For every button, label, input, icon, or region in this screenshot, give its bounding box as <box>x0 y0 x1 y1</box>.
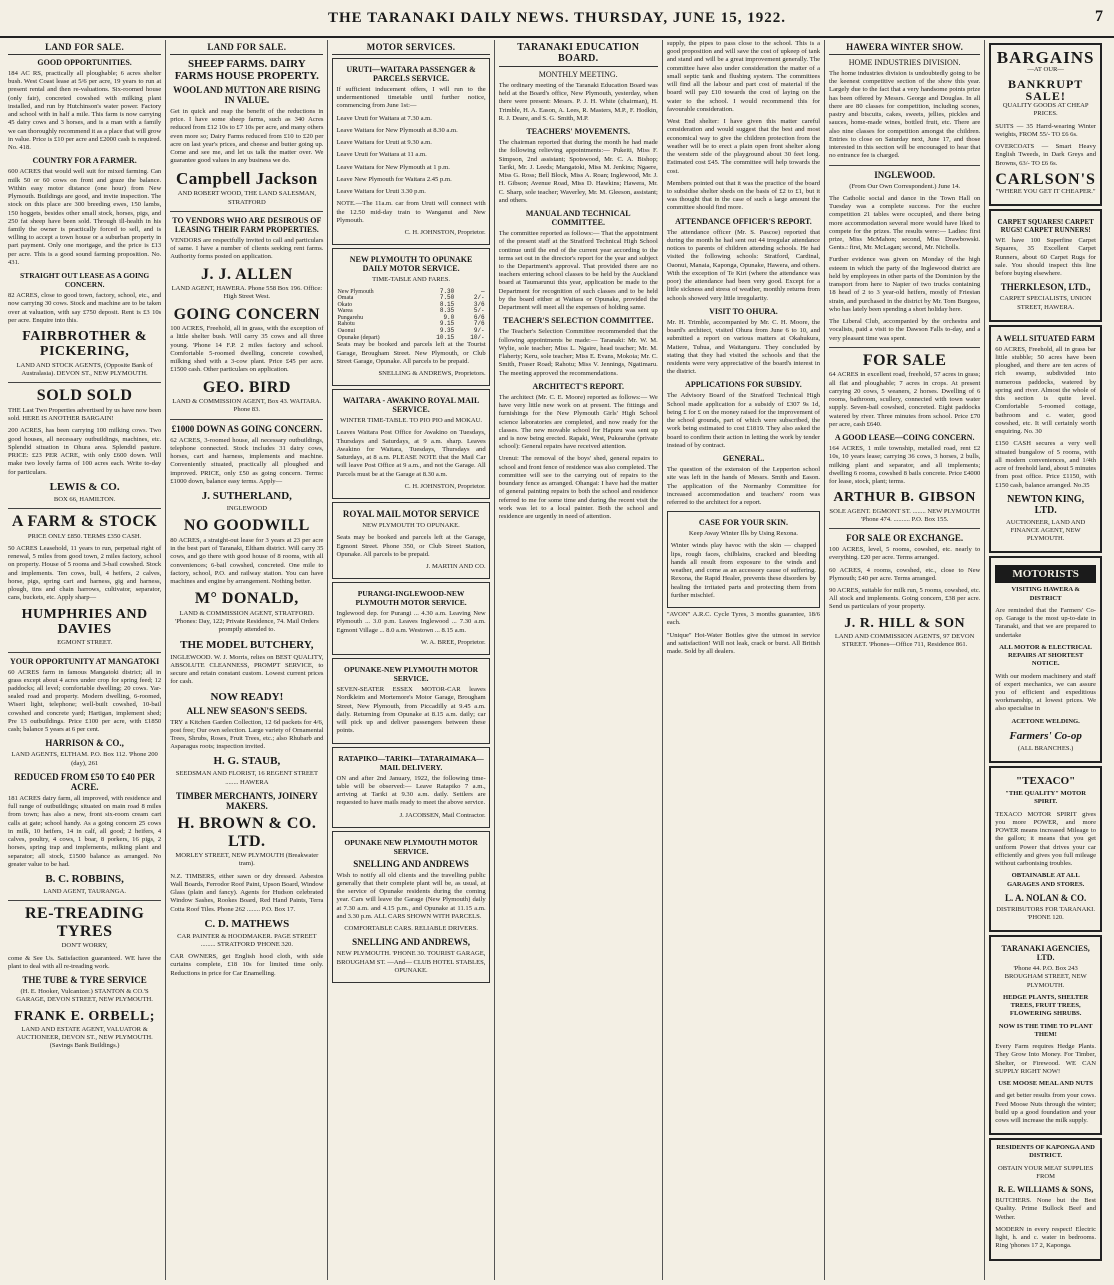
ad-subheading: GOOD OPPORTUNITIES. <box>37 58 132 67</box>
table-row <box>336 302 485 309</box>
agent-name: HUMPHRIES AND DAVIES <box>21 606 148 637</box>
service-notice <box>332 658 489 743</box>
ad-headline: TIMBER MERCHANTS, JOINERY MAKERS. <box>175 790 318 811</box>
service-title: URUTI—WAITARA PASSENGER & PARCELS SERVICE. <box>346 65 476 83</box>
stop-time: 10.15 <box>436 333 455 341</box>
article-paragraph: Mr. H. Trimble, accompanied by Mr. C. H. Moore, the board's architect, visited Ohura from June 6 to 10, and submitted a report on various matters at Okahukura, Matiere, Tuhua, and Waitanguru. They concluded by stating that they had visited the schools and that the residents were very appreciative of the board's interest in the district. <box>666 318 821 376</box>
article-paragraph: Members pointed out that it was the practice of the board to subsidise shelter sheds on the basis of £2 to £1, but it was thought that in the case of such a large amount the committee should find more. <box>666 179 821 212</box>
agent-name: ARTHUR B. GIBSON <box>833 490 976 506</box>
timetable-line: Leave Waitara for New Plymouth at 1 p.m. <box>336 163 450 171</box>
article-paragraph: The Catholic social and dance in the Town Hall on Tuesday was a complete success. For the euchre competition 21 tables were occupied, and there being more accommodation several more would have liked to compete for the prizes. The results were:— Ladies: first prize, Miss McMahon; second, Miss Drawbowski. Gents.: first, Mr. McLagan; second, Mr. Nicholls. <box>829 194 981 252</box>
ad-body: 50 ACRES Leasehold, 11 years to run, perpetual right of renewal, 5 miles from good town, 2 miles factory, school on property. House of 5 rooms and 3-bail cowshed. Stock and implements. Ten cows, bull, 4 heifers, 2 calves, horse, pigs, spring cart and harness, gig and harness, plough, tins and chain harrows, cultivator, separator, cans, buckets, etc. Apply sharp— <box>8 544 162 602</box>
ad-headline: SHEEP FARMS. DAIRY FARMS HOUSE PROPERTY. <box>174 58 319 82</box>
service-title: RATAPIKO—TARIKI—TATARAIMAKA—MAIL DELIVERY. <box>338 753 484 772</box>
ad-body: With our modern machinery and staff of expert mechanics, we can assure you of efficient and expeditious workmanship, at lowest prices. We also specialise in <box>995 672 1096 713</box>
agent-address: INGLEWOOD <box>226 505 267 513</box>
ad-body: TEXACO MOTOR SPIRIT gives you more POWER, and more POWER means increased Mileage to the gallon; it means that you get uniform Power that drives your car efficiently and gives you full mileage without carbonising troubles. <box>995 810 1096 868</box>
service-title: PURANGI-INGLEWOOD-NEW PLYMOUTH MOTOR SERVICE. <box>355 589 467 608</box>
agent-name: FRANK E. ORBELL; <box>14 1008 155 1024</box>
article-paragraph: West End shelter: I have given this matter careful consideration and would suggest that the best and most economical way to give the children protection from the weather will be to erect a plain open front shelter along the western side of the playground about 30 feet long. Estimated cost £45. The committee will help towards the cost. <box>666 118 821 175</box>
agent-address: LAND & COMMISSION AGENT, STRATFORD. 'Phones: Day, 122; Private Residence, 74. Mail Orders promptly attended to. <box>175 609 319 634</box>
agent-address: LAND AGENT, TAURANGA. <box>43 887 126 895</box>
article-paragraph: The architect (Mr. C. E. Moore) reported as follows:— We have very little new work on at present. The fittings and furnishings for the New Plymouth Girls' High School science laboratories are completed, and now ready for the classes. The new movable school for Hapuru was sent up and is now being erected. Rapaki, West, Pukearuhe (private school): General repairs have received attention. <box>498 393 658 451</box>
ad-body: INGLEWOOD. W. J. Morris, relies on BEST QUALITY, ABSOLUTE CLEANNESS, PROMPT SERVICE, to secure and retain constant custom. Lowest current prices for cash. <box>170 653 324 686</box>
timetable-line: Leave Uruti for Waitara at 11 a.m. <box>336 151 427 159</box>
store-name: L. A. NOLAN & CO. <box>1005 892 1087 903</box>
ad-headline: £1000 DOWN AS GOING CONCERN. <box>171 423 322 434</box>
ad-subheading: —AT OUR— <box>1027 66 1064 73</box>
williams-advert <box>989 1138 1102 1260</box>
ad-body: and get better results from your cows. Feed Moose Nuts through the winter; build up a good foundation and your cows will increase the milk supply. <box>995 1092 1096 1124</box>
ad-body: 90 ACRES, suitable for milk run, 5 rooms, cowshed, etc. All stock and implements. Going concern, £38 per acre. Send us particulars of your property. <box>829 587 981 611</box>
stop-fare: 7/6 <box>473 320 485 328</box>
ad-headline: BANKRUPT SALE! <box>1007 77 1084 104</box>
ad-body: TRY a Kitchen Garden Collection, 12 6d packets for 4/6, post free; Our own selection. Large variety of Ornamental Trees, Shrubs, Roses, Fruit Trees, etc.; also Rhubarb and Asparagus roots; inspection invited. <box>170 718 324 751</box>
ad-subheading: DON'T WORRY, <box>61 942 108 950</box>
table-row <box>336 335 485 342</box>
article-paragraph: The chairman reported that during the month he had made the following relieving appointments:— Pukeiti, Miss F. Simpson, 2nd assistant; Spotswood, Mr. C. A. Bishop; Tariki, Mr. J. Leeds; Mangatoki, Miss M. Jenkins; Ngaere, Miss G. Ross; Bell Block, Miss A. Roan; Inglewood, Mr. J. H. Gibson; Avenue Road, Miss D. Hawkins; Hawera, Mr. C. Sharp, sole teacher; Waverley, Mr. M. Gleeson, assistant; and others. <box>498 139 658 204</box>
agent-address: LAND AND STOCK AGENTS, (Opposite Bank of Australasia). DEVON ST., NEW PLYMOUTH. <box>16 361 153 378</box>
divider <box>8 382 161 383</box>
article-paragraph: Urenui: The removal of the boys' shed, general repairs to school and front fence of residence was also completed. The committee will see to the carrying out of repairs to the boundary fence as arranged. Ohangai: I have had the matter of general painting repairs to both the school and residence referred to me for some time and during the recent visit the work was let to a local painter. Both the school and residence are urgently in need of attention. <box>498 455 658 521</box>
store-address: 'Phone 44. P.O. Box 243 BROUGHAM STREET, NEW PLYMOUTH. <box>1004 965 1087 989</box>
agent-address: LAND AND COMMISSION AGENTS, 97 DEVON STREET. 'Phones—Office 711, Residence 861. <box>834 633 975 649</box>
stop-fare: 9/- <box>473 327 485 335</box>
store-name: TARANAKI AGENCIES, LTD. <box>1001 944 1090 963</box>
ad-body: MODERN in every respect! Electric light, h. and c. water in bedrooms. Ring 'phones 17 2, Kaponga. <box>995 1225 1096 1250</box>
agent-name: FAIRBROTHER & PICKERING, <box>22 329 148 360</box>
stop-time: 9.0 <box>443 313 455 321</box>
ad-subheading: ALL MOTOR & ELECTRICAL REPAIRS AT SHORTEST NOTICE. <box>999 643 1093 668</box>
agent-address: AUCTIONEER, LAND AND FINANCE AGENT, NEW PLYMOUTH. <box>1005 518 1086 543</box>
ad-headline: RESIDENTS OF KAPONGA AND DISTRICT. <box>996 1144 1095 1160</box>
ad-body: Get in quick and reap the benefit of the reductions in price. I have some sheep farms, such as 340 Acres reduced from £12 10s to £7 10s per acre, and many others even more so; Dairy Farms reduced from £10 to £20 per acre on last year's prices, and cheese and butter going up. Come and see me, and let us talk the matter over. We guarantee good values in any business we do. <box>170 108 324 165</box>
hot-water-bottle-advert: "Unique" Hot-Water Bottles give the utmost in service and satisfaction! Will not leak, crack or burst. All British made. Sold by all dealers. <box>666 631 821 656</box>
service-note: COMFORTABLE CARS. RELIABLE DRIVERS. <box>344 925 478 933</box>
ad-headline: NO GOODWILL <box>183 517 310 535</box>
ad-subheading: COUNTRY FOR A FARMER. <box>32 156 137 166</box>
timetable-line: Leave New Plymouth for Waitara 2.45 p.m. <box>336 175 452 183</box>
article-paragraph: The home industries division is undoubtedly going to be the keenest competitive section of the show this year. Largely due to the fact that a very handsome points prize has been offered by Messrs. George and Douglas. In all there are 80 classes for competition, including scones, pastry and biscuits, cakes, sweets, jellies, pickles and sauces, home-made wines, bottled fruit, etc. There are also nine classes for competition amongst the children. Entries to close on Saturday next, June 17, and those interested in this section will be encouraged to hear that no entrance fee is charged. <box>829 70 981 160</box>
divider <box>829 528 980 529</box>
service-signature: J. MARTIN AND CO. <box>426 563 486 571</box>
service-signature: W. A. BREE, Proprietor. <box>420 638 486 646</box>
agent-address: LAND AGENTS, ELTHAM. P.O. Box 112. 'Phone 200 (day), 261 <box>11 751 158 767</box>
stop-time: 9.35 <box>439 327 455 335</box>
stop-name: Opunake (depart) <box>337 334 380 341</box>
column-heading: MOTOR SERVICES. <box>332 40 489 55</box>
column-1 <box>8 40 166 1280</box>
service-notice <box>332 582 489 655</box>
agent-address: CAR PAINTER & HOODMAKER. PAGE STREET ......... STRATFORD 'PHONE 320. <box>177 932 317 948</box>
divider <box>170 419 323 420</box>
ad-headline: "TEXACO" <box>1016 775 1076 788</box>
ad-body: 100 ACRES, Freehold, all in grass, with the exception of a little shelter bush. Will carry 35 cows and all three young. 'Phone 14 F.P. 2 miles factory and school. Comfortable 5-roomed dwelling, concrete cowshed, milking shed with a 3-cow plant. Price £45 per acre. £1500 cash. Other particulars on application. <box>170 325 324 374</box>
store-address: CARPET SPECIALISTS, UNION STREET, HAWERA. <box>999 295 1092 311</box>
store-name: Farmers' Co-op <box>1009 729 1082 742</box>
article-section-heading: ARCHITECT'S REPORT. <box>532 381 625 391</box>
agent-name: M° DONALD, <box>194 590 299 608</box>
column-7 <box>989 40 1106 1280</box>
ad-headline: BARGAINS <box>996 48 1095 67</box>
article-section-heading: TEACHER'S SELECTION COMMITTEE. <box>502 316 654 326</box>
agent-name: HARRISON & CO., <box>45 738 124 749</box>
divider <box>8 900 161 901</box>
service-body: Wish to notify all old clients and the travelling public generally that their complete plant will be, as usual, at the service of Opunake residents during the coming year. Cars will leave the Garage (New Plymouth) daily at 7.30 a.m. and 4.15 p.m., and Opunake at 11.15 a.m. and 3.30 p.m. ALL CARS SHOWN WITH PARCELS. <box>336 871 486 920</box>
ad-subheading: ALL NEW SEASON'S SEEDS. <box>186 705 308 716</box>
store-slogan: "WHERE YOU GET IT CHEAPER." <box>995 187 1096 195</box>
agent-address: AND ROBERT WOOD, THE LAND SALESMAN, STRATFORD <box>177 190 316 206</box>
article-section-heading: APPLICATIONS FOR SUBSIDY. <box>685 380 802 390</box>
column-6 <box>829 40 985 1280</box>
stop-time: 7.30 <box>439 287 455 295</box>
service-notice <box>332 58 489 245</box>
agent-address: LAND & COMMISSION AGENT, Box 43. WAITARA. Phone 83. <box>172 398 322 414</box>
column-3 <box>332 40 494 1280</box>
ad-body: OVERCOATS — Smart Heavy English Tweeds, in Dark Greys and Browns, 63/- TO £6 6s. <box>995 143 1096 167</box>
service-body: Leaves Waitara Post Office for Awakino on Tuesdays, Thursdays and Saturdays, at 9 a.m. sharp. Leaves Awakino for Waitara, Tuesdays, Thursdays and Saturdays, at 8 a.m. PLEASE NOTE that the Mail Car will leave Post Office at 9 a.m., and not the Garage. All Parcels must be at the Garage at 8.30 a.m. <box>336 429 486 478</box>
stop-time: 9.15 <box>439 320 455 328</box>
ad-body: 100 ACRES, level, 5 rooms, cowshed, etc. nearly to everything. £20 per acre. Terms arranged. <box>829 546 981 562</box>
agent-address: MORLEY STREET, NEW PLYMOUTH (Breakwater tram). <box>175 852 319 868</box>
article-paragraph: The attendance officer (Mr. S. Pascoe) reported that during the month he had sent out 44 irregular attendance notices to parents of children attending schools. He had visited the following schools: Stratford, Cardinal, Oaonui, Manaia, Kaponga, Opunake, Hawera, and others. With the exception of Te Kiri (where the attendance was poor) the attendance had been very good. Except for a little sickness and stress of weather, monthly returns from schools showed very little irregularity. <box>666 228 821 302</box>
article-subhead: HOME INDUSTRIES DIVISION. <box>848 58 961 67</box>
divider <box>829 347 980 348</box>
firm-name: SNELLING AND ANDREWS <box>353 858 469 869</box>
service-intro: If sufficient inducement offers, I will run to the undermentioned timetable until further notice, commencing from June 1st:— <box>336 86 486 110</box>
article-section-heading: VISIT TO OHURA. <box>709 306 778 316</box>
table-row <box>336 308 485 315</box>
ad-body: 60 ACRES farm in famous Mangatoki district; all in grass except about 4 acres under crop for spring feed; 12 paddocks; all level; comfortable dwelling; 20 cows. Yar-sealed road and property. Modern dwelling, 6-roomed, Wiseri light, telephone; well-built cowshed, 10-bail cowshed and concrete yard; Hartigan, implement shed; Pre 13 outbuildings. Price £100 per acre, with £1850 cash; balance 5 years at 6 per cent. <box>8 668 162 734</box>
ad-body: 80 ACRES, a straight-out lease for 3 years at 23 per acre in the best part of Taranaki, Eltham district. Will carry 35 cows, and go there with good house of 8 rooms, with all conveniences; 6-bail cowshed, concreted. One mile to factory, school, P.O. and railway station. You can have machines and engine by arrangement. Nothing better. <box>170 536 324 586</box>
agent-address: SEEDSMAN AND FLORIST, 16 REGENT STREET ........ HAWERA <box>175 770 318 786</box>
ad-body: N.Z. TIMBERS, either sawn or dry dressed. Asbestos Wall Boards, Ferrodor Roof Paint, Upson Board, Window Glass (plain and fancy). Agents for Hudson celebrated Window Sashes, Rookes Board, Red Hand Paints, Terra Cotta Roof Tiles. Phone 262 ........ P.O. Box 17. <box>170 872 324 913</box>
service-signature: C. H. JOHNSTON, Proprietor. <box>404 229 486 237</box>
stop-name: Oaonui <box>337 328 356 335</box>
article-paragraph: supply, the pipes to pass close to the school. This is a good proposition and will save the cost of upkeep of tank and stand and will be a great improvement generally. The committee have also under consideration the matter of a small septic tank and flushing system. The committees will find all the labour and part cost of material if the board will pay £10 towards the cost of laying on the water to the school. I would recommend this for favourable consideration. <box>666 40 821 113</box>
stop-fare: 10/- <box>470 333 485 341</box>
ad-body: 181 ACRES dairy farm, all improved, with residence and full range of outbuildings; situated on main road 8 miles from town; has also a new, front six-room cream cart calls at gate; school handy. As a going concern 25 cows in milk, 10 heifers, 14 in calf, all good; 2 heifers, 4 calves, poultry, 4 cows, 1 boar, 8 porkers, 16 pigs, 2 horses, spring trap and implements, milking plant and separator; all stock, £1500 balance as arranged. No greater value to be had. <box>8 794 162 868</box>
newspaper-masthead <box>0 0 1114 38</box>
ad-headline: RE-TREADING TYRES <box>24 905 145 940</box>
agent-address: (H. E. Hooker, Vulcanizer.) STANTON & CO.'S GARAGE, DEVON STREET, NEW PLYMOUTH. <box>16 988 153 1004</box>
service-title: ROYAL MAIL MOTOR SERVICE <box>342 509 480 520</box>
stop-time: 8.35 <box>439 307 455 315</box>
article-paragraph: The Liberal Club, accompanied by the orchestra and vocalists, paid a visit to the Dawson Falls to-day, and a very pleasant time was spent. <box>829 318 981 342</box>
article-section-heading: GENERAL. <box>722 454 765 464</box>
ad-subheading: WOOL AND MUTTON ARE RISING IN VALUE. <box>173 85 321 105</box>
ad-body: 184 AC RS, practically all ploughable; 6 acres shelter bush. West Coast lease at 5/6 per acre, 19 years to run at present rental and then re-valuations. Six-roomed house (only fair), concreted cowshed with milking plant installed, and run by Hutchinson's water power. Factory and school with in half a mile. This farm is now carrying 45 dairy cows and 3 horses, and is a man with a family we can thoroughly recommend it as a place that will grow in value. Price is £10 per acre and £2000 cash is required. No. 418. <box>8 70 162 152</box>
service-notice <box>332 747 489 828</box>
agent-name: H. BROWN & CO. LTD. <box>177 814 317 850</box>
rexona-advert <box>667 511 820 608</box>
ad-body: 60 ACRES, 4 rooms, cowshed, etc., close to New Plymouth; £40 per acre. Terms arranged. <box>829 566 981 582</box>
article-dateline: (From Our Own Correspondent.) June 14. <box>849 182 961 190</box>
article-headline: TARANAKI EDUCATION BOARD. <box>499 40 658 67</box>
table-row <box>336 328 485 335</box>
ad-subheading: OBTAIN YOUR MEAT SUPPLIES FROM <box>998 1164 1094 1180</box>
ad-body: 64 ACRES in excellent road, freehold, 57 acres in grass; all flat and ploughable; 7 acres in crops. At present carrying 20 cows, 5 weaners, 2 horses. Dwelling of 6 rooms, bathroom, scullery, connected with town water supply. Seven-bail cowshed, concreted. Eight paddocks watered by river. Three minutes from school. Price £70 per acre, cash £640. <box>829 371 981 428</box>
service-signature: SNELLING & ANDREWS, Proprietors. <box>378 369 486 377</box>
agent-name: J. SUTHERLAND, <box>201 490 292 503</box>
article-section-heading: MANUAL AND TECHNICAL COMMITTEE. <box>525 209 631 228</box>
stop-time: 8.15 <box>439 300 455 308</box>
ad-body: 164 ACRES, 1 mile township, metalled road, rent £2 10s, 10 years lease; carrying 36 cows, 3 horses, 2 bulls, milking plant and separator, and all implements; dwelling 6 rooms, cowshed 8 bails concrete. Price £4000 for lease, stock, plant; terms. <box>829 445 981 485</box>
ad-subheading: ACETONE WELDING. <box>1011 717 1080 725</box>
ad-body: VENDORS are respectfully invited to call and particulars of same. I have a number of clients seeking rent farms. Authority forms posted on application. <box>170 236 324 261</box>
service-title: WAITARA - AWAKINO ROYAL MAIL SERVICE. <box>342 396 480 415</box>
agent-address: EGMONT STREET. <box>57 639 113 647</box>
ad-subheading: USE MOOSE MEAL AND NUTS <box>998 1080 1094 1088</box>
stop-name: Rahotu <box>337 321 355 328</box>
divider <box>8 652 161 653</box>
firm-name: SNELLING AND ANDREWS, <box>352 937 470 948</box>
firm-address: NEW PLYMOUTH. 'PHONE 30. TOURIST GARAGE, BROUGHAM ST. —And— CLUB HOTEL STABLES, OPUNAKE. <box>336 950 486 974</box>
taranaki-agencies-advert <box>989 935 1102 1135</box>
service-note: Seats may be booked and parcels left at the Tourist Garage, Brougham Street. New Plymouth, or Club Street Garage, Opunake. All parcels to be prepaid. <box>336 341 486 365</box>
ad-headline: A WELL SITUATED FARM <box>996 333 1095 343</box>
table-row <box>336 321 485 328</box>
agent-name: J. R. HILL & SON <box>844 615 966 631</box>
ad-subheading: "THE QUALITY" MOTOR SPIRIT. <box>1005 790 1087 806</box>
ad-headline: THE MODEL BUTCHERY, <box>180 638 314 651</box>
farmers-coop-advert <box>989 556 1102 763</box>
article-paragraph: The Advisory Board of the Stratford Technical High School made application for a subsidy of £307 9s 1d, being £ for £ on the money raised for the improvement of the school grounds, part of which were subscribed, the work being estimated to cost £1819. They also asked the board to confirm their action in letting the work by tender instead of by contract. <box>666 392 821 449</box>
ad-subheading: FOR SALE OR EXCHANGE. <box>846 533 964 544</box>
table-row <box>336 289 485 296</box>
service-signature: C. H. JOHNSTON, Proprietor. <box>404 482 486 490</box>
timetable-line: Leave Waitara for Uruti at 9.30 a.m. <box>336 139 432 147</box>
carlson-advert <box>989 43 1102 206</box>
agent-name: NEWTON KING, LTD. <box>1007 493 1085 516</box>
service-body: SEVEN-SEATER ESSEX MOTOR-CAR leaves Nordkleim and Mortemore's Motor Garage, Brougham Street, New Plymouth, from Piccadilly at 9.45 a.m. daily. Returning from Opunake at 8.15 a.m. daily; car will pick up and deliver passengers between these points. <box>336 686 486 735</box>
article-paragraph: The Teacher's Selection Committee recommended that the following appointments be made:— Taranaki: Mr. W. M. Wylie, sole teacher; Miss L. Ngaire, head teacher; Mr. M. Flaherty; Keru, sole teacher; Miss E. Evans, Mokoia; Mr. C. Smith, Fraser Road; Rahotu; Miss V. Jennings, Ngatimaru. The meeting approved the recommendations. <box>498 328 658 377</box>
ad-price: PRICE ONLY £850. TERMS £350 CASH. <box>27 532 142 540</box>
agent-name: J. J. ALLEN <box>200 265 293 283</box>
ad-body: WE have 100 Superfine Carpet Squares, 35 Excellent Carpet Runners, about 60 Carpet Rugs for sale. You should inspect this line before buying elsewhere. <box>995 237 1096 278</box>
service-notice <box>332 389 489 499</box>
article-paragraph: Further evidence was given on Monday of the high esteem in which the party of the Inglewood district are held by employees in other parts of the Dominion by the transport from here to Napier of two trucks containing 18 head of 2 to 3 year-old heifers, mostly of Friesian strain, and purchased in the district by Mr. Tom Burgess, who has lately been spending a short holiday here. <box>829 256 981 313</box>
stop-fare: 3/6 <box>473 300 485 308</box>
ad-body: 600 ACRES that would well suit for mixed farming. Can milk 50 or 60 cows on front and graze the balance. Within easy motor distance (one hour) from New Plymouth. Buildings are good, and invite inspection. The stock on this place are 300 breeding ewes, 150 lambs, 150 hoggets, besides other small stock, horses, pigs, and 250 fat sheep have been sold. Through ill-health in his family the owner is practically forced to sell, and is willing to accept a town house or a suburban property in part payment. Only one mortgage, and the price is £13 per acre. This is a good sound farming proposition. No. 431. <box>8 168 162 266</box>
column-heading: LAND FOR SALE. <box>8 40 161 55</box>
ad-subheading: TO VENDORS WHO ARE DESIROUS OF LEASING THEIR FARM PROPERTIES. <box>172 215 322 234</box>
ad-subheading: A GOOD LEASE—COING CONCERN. <box>834 433 975 443</box>
ad-headline: FOR SALE <box>862 351 947 369</box>
agent-name: Campbell Jackson <box>176 168 318 188</box>
store-name: R. E. WILLIAMS & SONS, <box>998 1185 1094 1195</box>
ad-body: Every Farm requires Hedge Plants. They Grow Into Money. For Timber, Shelter, or Firewood. WE CAN SUPPLY RIGHT NOW! <box>995 1043 1096 1075</box>
stop-fare: 6/6 <box>473 313 485 321</box>
stop-name: Omata <box>337 295 354 302</box>
article-headline: INGLEWOOD. <box>874 169 936 180</box>
article-headline: HAWERA WINTER SHOW. <box>829 40 980 55</box>
timetable <box>336 289 485 342</box>
timetable-line: Leave Uruti for Waitara at 7.30 a.m. <box>336 114 432 122</box>
ad-subheading: Keep Away Winter Ills by Using Rexona. <box>688 530 798 538</box>
ad-subheading: QUALITY GOODS AT CHEAP PRICES. <box>1002 102 1089 118</box>
store-name: CARLSON'S <box>995 170 1096 188</box>
article-paragraph: The question of the extension of the Lepperton school site was left in the hands of Messrs. Smith and Eason. The application of the Normanby Committee for increased accommodation and teachers' room was referred to the architect for a report. <box>666 466 821 507</box>
service-body: ON and after 2nd January, 1922, the following time-table will be observed:— Leave Ratapiko 7 a.m., arriving at Tariki at 9.30 a.m. daily. Settlers are requested to have mails ready to meet the above service. <box>336 774 486 807</box>
ad-body: Winter winds play havoc with the skin — chapped lips, rough faces, chilblains, cracked and bleeding hands all result from exposure to the winds and weather, and come as an accessory cause of suffering. Rexona, the Rapid Healer, prevents these disorders by healing the irritated parts and protecting them from further mischief. <box>670 542 817 599</box>
service-note: Seats may be booked and parcels left at the Garage, Egmont Street. Phone 350, or Club Street Station, Opunake. All parcels to be prepaid. <box>336 534 486 558</box>
article-subhead: MONTHLY MEETING. <box>538 70 618 79</box>
ad-body: Are reminded that the Farmers' Co-op. Garage is the most up-to-date in Taranaki, and that we are prepared to undertake <box>995 606 1096 639</box>
service-title: OPUNAKE NEW PLYMOUTH MOTOR SERVICE. <box>344 837 478 856</box>
ad-headline: REDUCED FROM £50 TO £40 PER ACRE. <box>14 771 156 792</box>
stop-fare: — <box>481 287 485 295</box>
divider <box>8 508 161 509</box>
store-branches: (ALL BRANCHES.) <box>1017 744 1074 752</box>
ad-body: 60 ACRES, Freehold, all in grass bar little stubble; 50 acres have been ploughed, and there are ten acres of rich swamp, subdivided into numerous paddocks, watered by spring and river. Almost the whole of this section is quite level. Comfortable 5-roomed cottage, bathroom and c. water, good cowshed, etc. It will certainly worth enquiring. No. 30 <box>995 345 1096 436</box>
texaco-advert <box>989 766 1102 932</box>
column-2 <box>170 40 328 1280</box>
ad-subheading: STRAIGHT OUT LEASE AS A GOING CONCERN. <box>20 271 150 290</box>
ad-headline: NOW READY! <box>210 690 284 703</box>
store-name: THERKLESON, LTD., <box>1000 282 1091 293</box>
service-notice <box>332 502 489 579</box>
ad-headline: A FARM & STOCK <box>11 513 158 531</box>
service-note: NOTE.—The 11a.m. car from Uruti will connect with the 12.50 mid-day train to Wanganui and New Plymouth. <box>336 200 486 224</box>
page-columns <box>8 40 1106 1280</box>
service-notice <box>332 248 489 386</box>
ad-body: THE Last Two Properties advertised by us have now been sold. HERE IS ANOTHER BARGAIN! <box>8 406 162 423</box>
table-row <box>336 315 485 322</box>
ad-subheading: NOW IS THE TIME TO PLANT THEM! <box>998 1022 1093 1038</box>
sold-banner: SOLD SOLD <box>36 387 133 405</box>
service-signature: J. JACOBSEN, Mail Contractor. <box>399 811 486 819</box>
therkleson-advert <box>989 209 1102 322</box>
service-body: Inglewood dep. for Purangi ... 4.30 a.m. Leaving New Plymouth ... 3.0 p.m. Leaves Inglewood ... 7.30 a.m. Egmont Village ... 8.0 a.m. Westown ... 8.15 a.m. <box>336 610 486 634</box>
article-paragraph: The committee reported as follows:— That the appointment of the present staff at the Stratford Technical High School continue until the end of the current year according to the terms set out in the director's report for the year and subject to the Department's approval. That provided there are no teachers entering school classes to be held by the Auckland board at Taumarunui this year, application be made to the Department for recognition of such classes and to be held by the board either at Waitara or Opunake, provided the Department will meet all the expenses of holding same. <box>498 230 658 312</box>
ad-body: BUTCHERS. None but the Best Quality. Prime Bullock Beef and Wether. <box>995 1197 1096 1221</box>
agent-address: BOX 66, HAMILTON. <box>53 495 116 503</box>
stop-time: 7.50 <box>439 294 455 302</box>
service-title: OPUNAKE-NEW PLYMOUTH MOTOR SERVICE. <box>344 665 479 684</box>
store-address: DISTRIBUTORS FOR TARANAKI. 'PHONE 120. <box>996 905 1095 921</box>
agent-name: GEO. BIRD <box>202 378 291 396</box>
article-section-heading: ATTENDANCE OFFICER'S REPORT. <box>675 216 812 226</box>
ad-body: CAR OWNERS, get English hood cloth, with side curtains complete, £18 10s for limited time only. Reductions in price for Car Enamelling. <box>170 953 324 977</box>
avon-tyre-advert: "AVON" A.R.C. Cycle Tyres, 3 months guarantee, 18/6 each. <box>666 611 821 627</box>
ad-body: 200 ACRES, has been carrying 100 milking cows. Two good houses, all necessary outbuildings, machines, etc. Splendid situation in Ohura area. Splendid pasture. PRICE: £23 PER ACRE, with only £600 down. Will make two lovely farms of 100 acres each. Write to-day for particulars. <box>8 427 162 476</box>
stop-fare: 5/- <box>473 307 485 315</box>
stop-name: Pungarehu <box>337 314 364 321</box>
table-row <box>336 295 485 302</box>
article-paragraph: The ordinary meeting of the Taranaki Education Board was held at the Board's office, New Plymouth, yesterday, when there were present: Messrs. P. J. H. White (chairman), H. Trimble, H. A. Eason, A. Lees, R. Masters, M.P., F. Hodkin, R. J. Deare, and S. G. Smith, M.P. <box>498 82 658 122</box>
ad-body: 62 ACRES, 3-roomed house, all necessary outbuildings, telephone connected. Stock includes 31 dairy cows, horses, cart and harness, implements and machine. Conveniently situated, practically all ploughed and improved. PRICE, only £50 as going concern. Terms: £1000 down, balance easy terms. Apply— <box>170 436 324 485</box>
ad-body: £150 CASH secures a very well situated bungalow of 5 rooms, with all modern conveniences, and 1/4th acre of freehold land, about 5 minutes from post office. Price £1150, with £150 cash, balance arranged. No.35 <box>995 440 1096 489</box>
agent-name: C. D. MATHEWS <box>204 917 290 930</box>
article-section-heading: TEACHERS' MOVEMENTS. <box>526 127 631 137</box>
divider <box>170 211 323 212</box>
ad-subheading: YOUR OPPORTUNITY AT MANGATOKI <box>9 656 160 666</box>
stop-fare: 2/- <box>473 294 485 302</box>
ad-headline: MOTORISTS <box>995 565 1096 583</box>
column-heading: LAND FOR SALE. <box>170 40 323 55</box>
agent-address: SOLE AGENT. EGMONT ST. ........ NEW PLYMOUTH 'Phone 474. .......... P.O. Box 155. <box>829 507 980 523</box>
service-subtitle: WINTER TIME-TABLE. TO PIO PIO and MOKAU. <box>340 417 483 425</box>
ad-body: SUITS — 35 Harrd-wearing Winter weights, FROM 55/- TO £6 6s. <box>995 122 1096 138</box>
divider <box>829 165 980 166</box>
service-title: NEW PLYMOUTH TO OPUNAKE DAILY MOTOR SERVICE. <box>349 255 473 274</box>
agent-name: H. G. STAUB, <box>213 755 281 768</box>
ad-headline: GOING CONCERN <box>173 305 321 323</box>
masthead-title: THE TARANAKI DAILY NEWS. THURSDAY, JUNE 15, 1922. <box>327 9 787 26</box>
service-notice <box>332 831 489 983</box>
newton-king-advert <box>989 325 1102 554</box>
service-subtitle: NEW PLYMOUTH TO OPUNAKE. <box>362 522 460 530</box>
timetable-line: Leave Waitara for New Plymouth at 8.30 a.m. <box>336 126 458 134</box>
agent-name: B. C. ROBBINS, <box>45 872 124 885</box>
column-5 <box>667 40 825 1280</box>
stop-name: Okato <box>337 301 353 308</box>
agent-address: LAND AGENT, HAWERA. Phone 558 Box 196. Office: High Street West. <box>171 285 323 301</box>
column-4 <box>499 40 663 1280</box>
agent-name: THE TUBE & TYRE SERVICE <box>22 975 147 986</box>
stop-name: New Plymouth <box>337 288 374 295</box>
stop-name: Warea <box>337 308 353 315</box>
ad-subheading: OBTAINABLE AT ALL GARAGES AND STORES. <box>1006 872 1085 888</box>
service-subtitle: TIME-TABLE AND FARES. <box>372 276 451 284</box>
ad-subheading: VISITING HAWERA & DISTRICT <box>1011 586 1080 602</box>
ad-body: come & See Us. Satisfaction guaranteed. WE have the plant to deal with all re-treading work. <box>8 954 162 970</box>
page-number: 7 <box>1095 8 1104 25</box>
timetable-line: Leave Waitara for Uruti 3.30 p.m. <box>336 188 426 196</box>
ad-headline: CASE FOR YOUR SKIN. <box>698 518 788 528</box>
agent-address: LAND AND ESTATE AGENT, VALUATOR & AUCTIONEER, DEVON ST., NEW PLYMOUTH. (Savings Bank Buildings.) <box>16 1025 153 1050</box>
agent-name: LEWIS & CO. <box>49 480 120 493</box>
ad-body: 82 ACRES, close to good town, factory, school, etc., and now carrying 30 cows. Stock and machine are to be taken over at valuation, with say £750 deposit. Rent is £3 10s per acre. Enquire into this. <box>8 292 162 324</box>
ad-headline: CARPET SQUARES! CARPET RUGS! CARPET RUNNERS! <box>997 218 1094 235</box>
ad-headline: HEDGE PLANTS, SHELTER TREES, FRUIT TREES, FLOWERING SHRUBS. <box>1002 993 1089 1018</box>
